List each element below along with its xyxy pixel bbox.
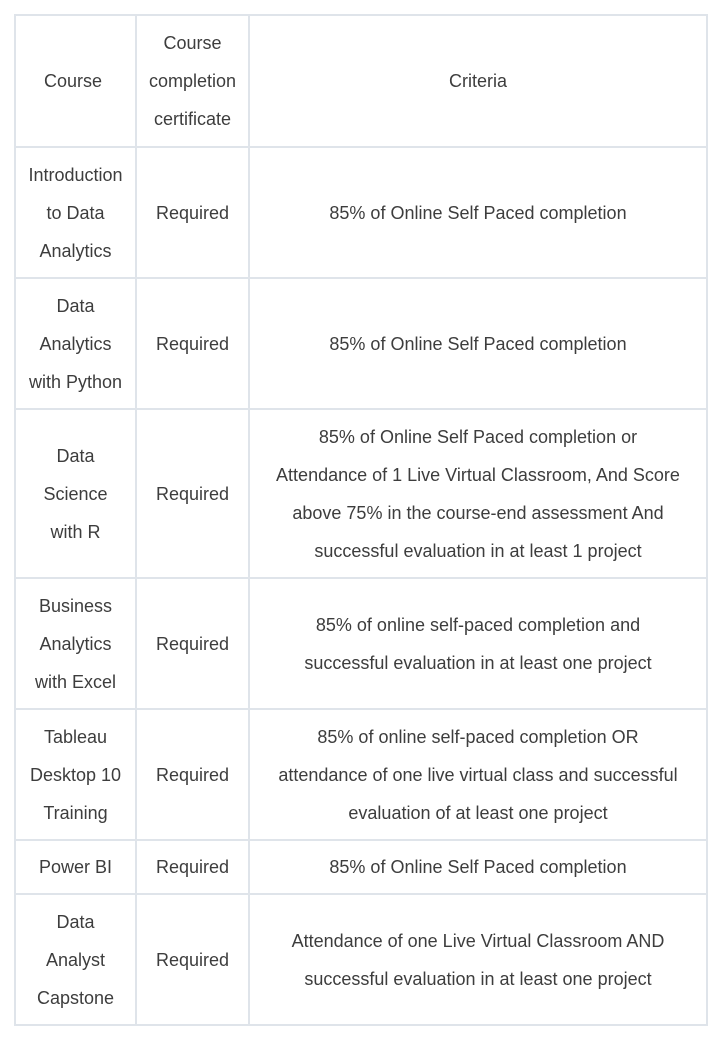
course-cell: Power BI [15, 840, 136, 894]
table-row [15, 409, 707, 578]
header-certificate: Course completion certificate [136, 15, 249, 147]
criteria-cell: 85% of Online Self Paced completion or Attendance of 1 Live Virtual Classroom, And Score above 75% in the course-end assessment And successful evaluation in at least 1 project [249, 409, 707, 578]
course-cell: Business Analytics with Excel [15, 578, 136, 709]
certificate-cell: Required [136, 894, 249, 1025]
course-cell: Data Analytics with Python [15, 278, 136, 409]
criteria-cell: 85% of online self-paced completion OR attendance of one live virtual class and successful evaluation of at least one project [249, 709, 707, 840]
table-row [15, 894, 707, 1025]
criteria-cell: Attendance of one Live Virtual Classroom AND successful evaluation in at least one project [249, 894, 707, 1025]
course-cell: Introduction to Data Analytics [15, 147, 136, 278]
certificate-cell: Required [136, 709, 249, 840]
table-row [15, 840, 707, 894]
table-row [15, 578, 707, 709]
certificate-cell: Required [136, 409, 249, 578]
course-criteria-table [14, 14, 708, 1026]
course-cell: Data Analyst Capstone [15, 894, 136, 1025]
header-criteria: Criteria [249, 15, 707, 147]
certificate-cell: Required [136, 147, 249, 278]
criteria-cell: 85% of Online Self Paced completion [249, 147, 707, 278]
certificate-cell: Required [136, 840, 249, 894]
course-cell: Tableau Desktop 10 Training [15, 709, 136, 840]
table-header-row [15, 15, 707, 147]
certificate-cell: Required [136, 578, 249, 709]
criteria-cell: 85% of Online Self Paced completion [249, 840, 707, 894]
certificate-cell: Required [136, 278, 249, 409]
criteria-cell: 85% of online self-paced completion and successful evaluation in at least one project [249, 578, 707, 709]
criteria-cell: 85% of Online Self Paced completion [249, 278, 707, 409]
table-row [15, 278, 707, 409]
header-course: Course [15, 15, 136, 147]
table-row [15, 709, 707, 840]
course-cell: Data Science with R [15, 409, 136, 578]
table-row [15, 147, 707, 278]
